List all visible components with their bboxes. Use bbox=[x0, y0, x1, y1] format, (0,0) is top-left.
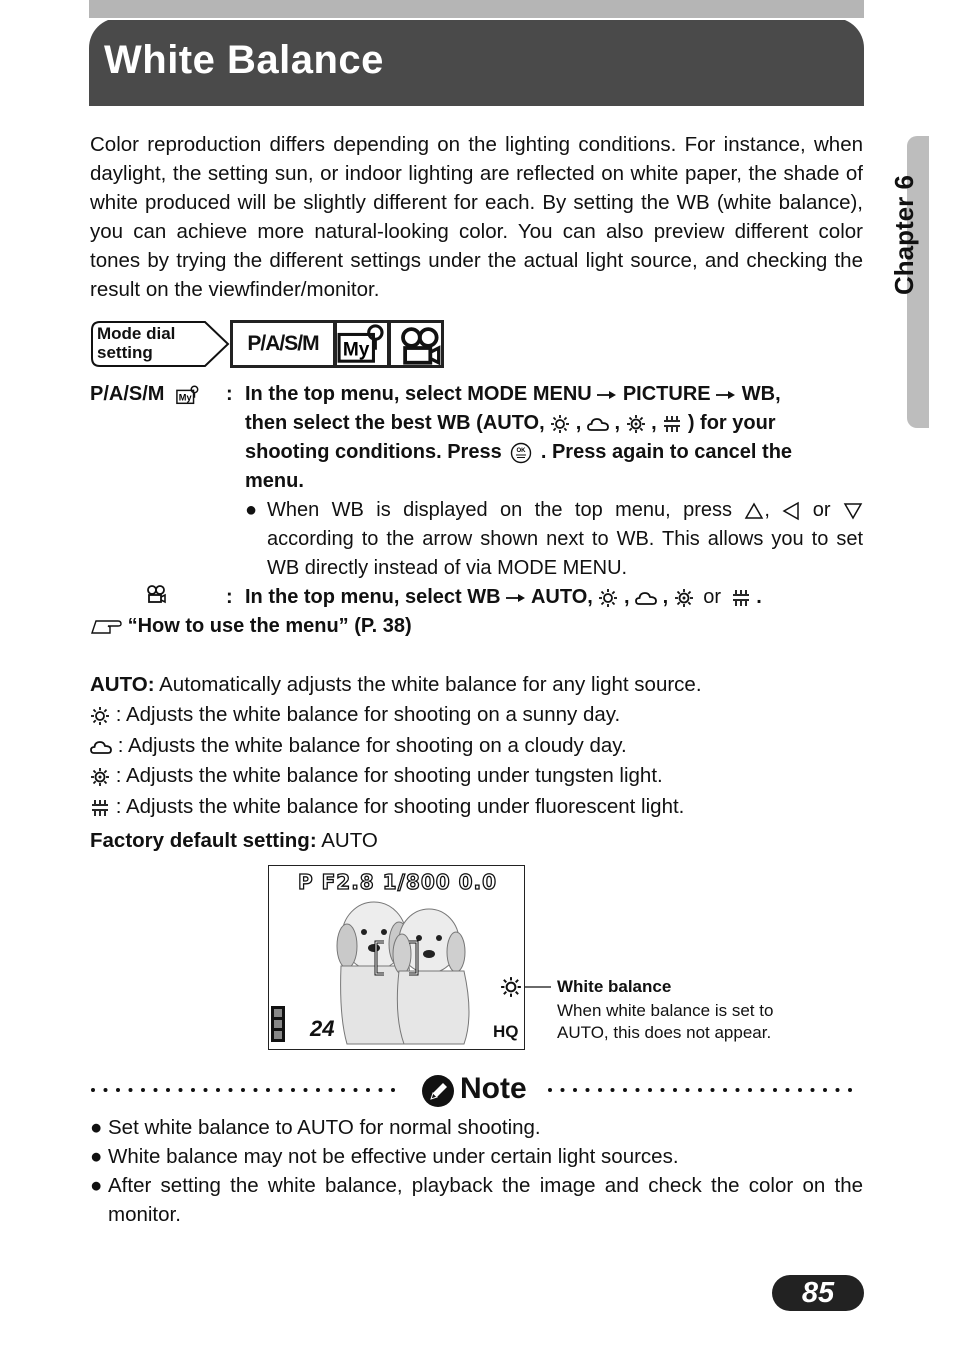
auto-label: AUTO: bbox=[90, 673, 155, 696]
mode-dial-label-line2: setting bbox=[97, 343, 153, 362]
up-arrow-icon bbox=[744, 502, 764, 520]
colon-2: : bbox=[226, 586, 233, 608]
bullet-or: or bbox=[812, 499, 831, 521]
factory-default bbox=[90, 826, 378, 855]
page-number: 85 bbox=[772, 1275, 864, 1311]
mode-pasm: P/A/S/M bbox=[233, 323, 333, 365]
tungsten-icon bbox=[674, 588, 694, 608]
intro-paragraph: Color reproduction differs depending on the lighting conditions. For instance, when daylight, the setting sun, or indoor lighting are reflected on white paper, the shade of white produced will be slightly different for each. By setting the WB (white balance), you can achieve more natural-looking color. You can also preview different color tones by trying the different settings under the actual light source, and checking the result on the viewfinder/monitor. bbox=[90, 133, 863, 301]
cloud-icon bbox=[587, 416, 609, 432]
pasm-label-row bbox=[90, 380, 200, 409]
mode-dial-label bbox=[97, 324, 175, 362]
tungsten-icon bbox=[626, 414, 646, 434]
note-item bbox=[90, 1113, 863, 1142]
bullet-dot: ● bbox=[90, 1145, 103, 1168]
movie-a: In the top menu, select WB bbox=[245, 586, 501, 608]
fluorescent-icon bbox=[731, 589, 751, 607]
callout-desc: When white balance is set to AUTO, this does not appear. bbox=[557, 1001, 774, 1042]
header-top-strip bbox=[89, 0, 864, 18]
svg-text:OK: OK bbox=[516, 447, 526, 454]
bullet-a: When WB is displayed on the top menu, press bbox=[267, 499, 732, 521]
fluorescent-icon bbox=[662, 415, 682, 433]
tungsten-setting bbox=[90, 761, 663, 790]
step1-d: then select the best WB (AUTO, bbox=[245, 412, 545, 434]
monitor-quality: HQ bbox=[493, 1022, 519, 1041]
arrow-icon bbox=[716, 390, 736, 400]
movie-step: In the top menu, select WB AUTO, , , or . bbox=[245, 586, 762, 608]
step1-f: shooting conditions. Press bbox=[245, 441, 502, 463]
pasm-label: P/A/S/M bbox=[90, 383, 165, 405]
fluorescent-desc: : Adjusts the white balance for shooting under fluorescent light. bbox=[115, 795, 685, 818]
step1-g: . Press again to cancel the bbox=[540, 441, 793, 463]
bullet-dot: ● bbox=[90, 1174, 103, 1197]
note-item bbox=[90, 1142, 863, 1171]
note-item bbox=[90, 1171, 863, 1229]
bullet-dot: ● bbox=[245, 499, 258, 521]
step1-h: menu. bbox=[245, 470, 304, 492]
arrow-icon bbox=[597, 390, 617, 400]
fluorescent-setting bbox=[90, 792, 684, 821]
sunny-setting bbox=[90, 700, 620, 729]
auto-setting bbox=[90, 670, 702, 699]
monitor-exposure-info: P F2.8 1/800 0.0 bbox=[298, 870, 498, 894]
chapter-label: Chapter 6 bbox=[889, 175, 919, 295]
movie-or: or bbox=[703, 586, 722, 608]
note-dots-left bbox=[90, 1081, 408, 1099]
tungsten-icon bbox=[90, 767, 110, 787]
step1-e: ) for your bbox=[687, 412, 776, 434]
tungsten-desc: : Adjusts the white balance for shooting under tungsten light. bbox=[115, 764, 663, 787]
step1-b: PICTURE bbox=[622, 383, 711, 405]
colon: : bbox=[226, 383, 233, 405]
down-arrow-icon bbox=[843, 502, 863, 520]
step-1: In the top menu, select MODE MENU PICTURE WB, then select the best WB (AUTO, , , , ) for your shooting conditions. Press OK . Press again to cancel the menu. bbox=[245, 380, 863, 496]
sun-icon bbox=[598, 588, 618, 608]
sun-icon bbox=[90, 706, 110, 726]
my-mode-icon bbox=[176, 384, 200, 406]
movie-b: AUTO, bbox=[530, 586, 593, 608]
note-item-text: After setting the white balance, playback the image and check the color on the monitor. bbox=[108, 1174, 863, 1226]
reference-link[interactable]: “How to use the menu” (P. 38) bbox=[127, 615, 412, 637]
cloudy-setting bbox=[90, 731, 627, 760]
note-pencil-icon bbox=[421, 1074, 455, 1108]
note-title: Note bbox=[460, 1072, 527, 1105]
cloudy-desc: : Adjusts the white balance for shooting on a cloudy day. bbox=[117, 734, 627, 757]
step1-c: WB, bbox=[741, 383, 781, 405]
movie-icon bbox=[391, 323, 441, 365]
pointing-hand-icon bbox=[90, 617, 122, 637]
chapter-label-wrap bbox=[877, 140, 954, 295]
note-dots-right bbox=[547, 1081, 863, 1099]
sunny-desc: : Adjusts the white balance for shooting on a sunny day. bbox=[115, 703, 621, 726]
sun-icon bbox=[501, 977, 521, 997]
reference bbox=[90, 612, 412, 641]
step1-a: In the top menu, select MODE MENU bbox=[245, 383, 592, 405]
movie-icon bbox=[146, 584, 166, 604]
auto-desc: Automatically adjusts the white balance for any light source. bbox=[159, 673, 702, 696]
arrow-icon bbox=[506, 593, 526, 603]
mode-dial-label-line1: Mode dial bbox=[97, 324, 176, 343]
my-mode-icon bbox=[337, 323, 387, 365]
factory-label: Factory default setting: bbox=[90, 829, 317, 852]
page-title: White Balance bbox=[104, 38, 384, 82]
cloud-icon bbox=[90, 739, 112, 755]
sun-icon bbox=[550, 414, 570, 434]
bullet-dot: ● bbox=[90, 1116, 103, 1139]
monitor-shot-count: 24 bbox=[310, 1016, 335, 1041]
callout-line bbox=[525, 985, 551, 989]
callout-title: White balance bbox=[557, 977, 672, 996]
note-item-text: White balance may not be effective under certain light sources. bbox=[108, 1145, 679, 1168]
left-arrow-icon bbox=[782, 501, 800, 521]
factory-value: AUTO bbox=[321, 829, 378, 852]
fluorescent-icon bbox=[90, 799, 110, 817]
cloud-icon bbox=[635, 590, 657, 606]
bullet-item: ● When WB is displayed on the top menu, press , or according to the arrow shown next to WB. This allows you to set WB directly instead of via MODE MENU. bbox=[245, 496, 863, 583]
ok-button-icon bbox=[510, 442, 532, 464]
note-item-text: Set white balance to AUTO for normal shooting. bbox=[108, 1116, 541, 1139]
bullet-b: according to the arrow shown next to WB. This allows you to set WB directly instead of via MODE MENU. bbox=[267, 528, 863, 579]
